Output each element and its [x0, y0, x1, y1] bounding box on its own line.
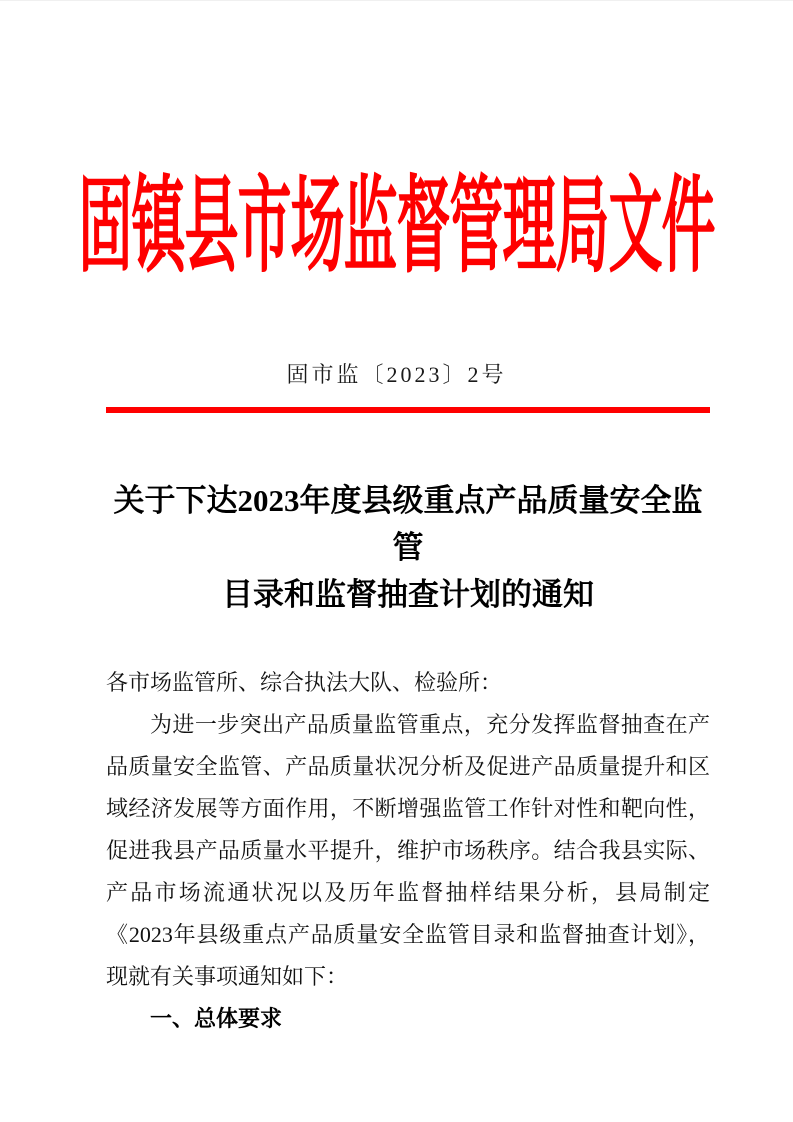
document-title	[106, 477, 710, 618]
salutation-line: 各市场监管所、综合执法大队、检验所：	[106, 670, 503, 695]
document-content	[106, 407, 710, 1040]
section-1-heading: 一、总体要求	[150, 1006, 283, 1031]
agency-masthead-title: 固镇县市场监督管理局文件	[78, 168, 715, 286]
agency-masthead	[0, 164, 793, 290]
document-title-line1: 关于下达2023年度县级重点产品质量安全监管	[113, 483, 703, 565]
red-separator-line	[106, 407, 710, 413]
document-title-line2: 目录和监督抽查计划的通知	[222, 577, 594, 612]
document-number: 固市监〔2023〕2号	[286, 362, 507, 387]
body-paragraph-1: 为进一步突出产品质量监管重点，充分发挥监督抽查在产品质量安全监管、产品质量状况分析及促进产品质量提升和区域经济发展等方面作用，不断增强监管工作针对性和靶向性，促进我县产品质量水平提升，维护市场秩序。结合我县实际、产品市场流通状况以及历年监督抽样结果分析，县局制定《2023年县级重点产品质量安全监管目录和监督抽查计划》，现就有关事项通知如下：	[106, 712, 710, 989]
document-body	[106, 662, 710, 1040]
